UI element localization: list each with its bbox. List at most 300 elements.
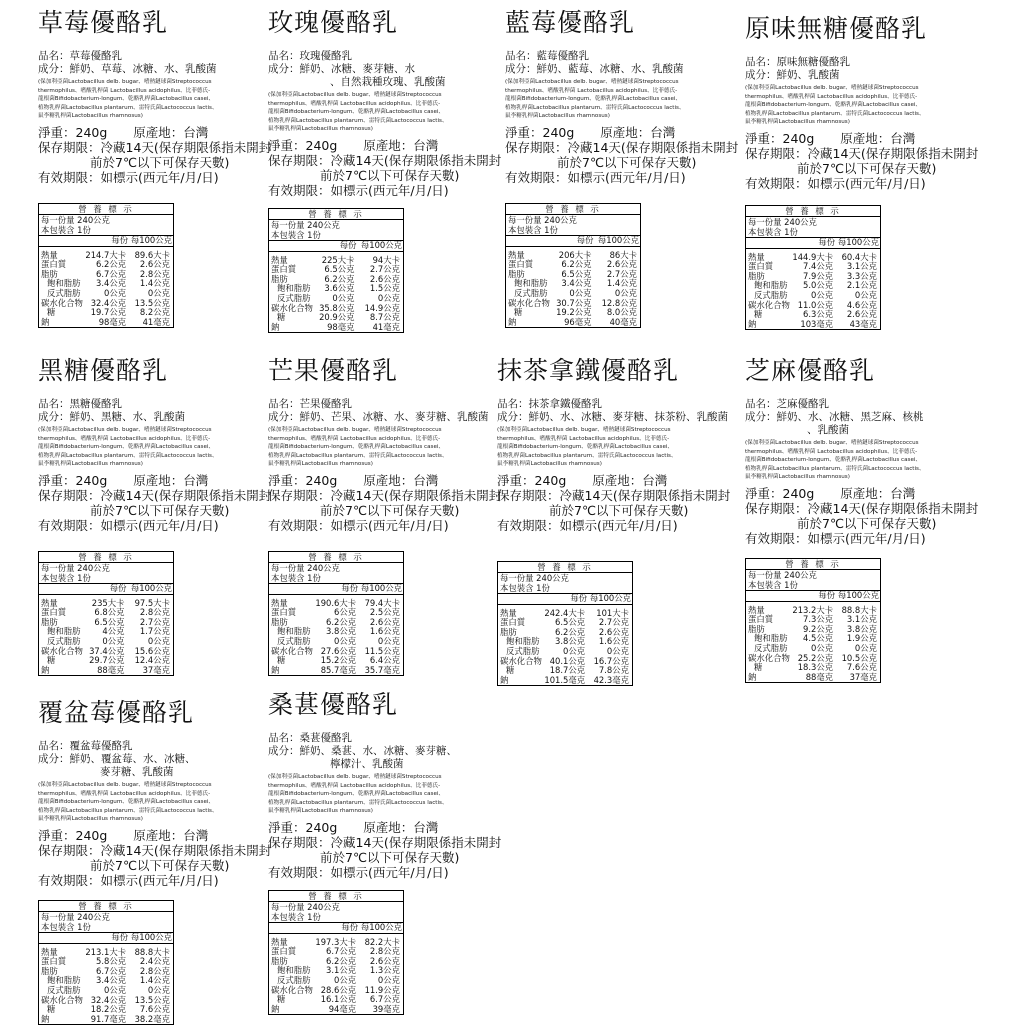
per-serving-value: 7.4公克 bbox=[803, 261, 834, 272]
serving-info bbox=[506, 215, 640, 236]
per-serving-value: 18.3公克 bbox=[797, 662, 834, 673]
per-100g-value: 11.9公克 bbox=[364, 984, 400, 995]
per-100g-value: 2.8公克 bbox=[139, 607, 170, 618]
shelf-life-line: 保存期限：冷藏14天(保存期限係指未開封 bbox=[38, 139, 272, 155]
per-serving-value: 28.6公克 bbox=[320, 984, 357, 995]
per-100g-value: 1.7公克 bbox=[139, 626, 170, 637]
culture-line: thermophilus、嗜酸乳桿菌 Lactobacillus acidophilus、比菲德氏- bbox=[38, 87, 211, 94]
serving-info bbox=[269, 220, 403, 241]
per-serving-value: 213.1大卡 bbox=[85, 946, 127, 957]
culture-line: (保加利亞菌Lactobacillus delb. bugar、嗜熱鏈球菌Streptococcus bbox=[268, 774, 442, 780]
culture-line: (保加利亞菌Lactobacillus delb. bugar、嗜熱鏈球菌Streptococcus bbox=[38, 79, 212, 85]
nutrient-label: 飽和脂肪 bbox=[506, 636, 540, 647]
col-per-100g: 每100公克 bbox=[589, 592, 631, 603]
nutrient-label: 熱量 bbox=[271, 597, 288, 608]
per-100g-value: 41毫克 bbox=[142, 316, 170, 327]
nutrient-label: 糖 bbox=[277, 312, 286, 323]
nutrition-table bbox=[268, 551, 404, 676]
nutrient-label: 蛋白質 bbox=[508, 259, 534, 270]
per-serving-value: 6.5公克 bbox=[561, 268, 592, 279]
ingredients-line: 、乳酸菌 bbox=[807, 424, 849, 436]
product-name-line: 品名：草莓優酪乳 bbox=[38, 50, 122, 62]
per-100g-value: 8.7公克 bbox=[369, 312, 400, 323]
serving-info bbox=[39, 912, 173, 933]
per-100g-value: 16.7公克 bbox=[593, 655, 629, 666]
nutrient-label: 蛋白質 bbox=[748, 614, 774, 625]
per-100g-value: 0公克 bbox=[377, 292, 400, 303]
per-serving-value: 6.2公克 bbox=[96, 259, 127, 270]
per-serving-value: 6.2公克 bbox=[326, 955, 357, 966]
nutrition-header: 營 養 標 示 bbox=[39, 901, 173, 912]
per-100g-value: 11.5公克 bbox=[364, 645, 400, 656]
culture-line: 鼠李糖乳桿菌Lactobacillus rhamnosus) bbox=[38, 816, 143, 823]
per-100g-value: 2.8公克 bbox=[139, 268, 170, 279]
nutrient-label: 碳水化合物 bbox=[271, 984, 313, 995]
shelf-life-line: 保存期限：冷藏14天(保存期限係指未開封 bbox=[268, 834, 502, 850]
nutrient-label: 反式脂肪 bbox=[277, 635, 311, 646]
nutrient-label: 飽和脂肪 bbox=[47, 975, 81, 986]
per-100g-value: 97.5大卡 bbox=[134, 597, 170, 608]
culture-line: thermophilus、嗜酸乳桿菌 Lactobacillus acidophilus、比菲德氏- bbox=[38, 435, 211, 442]
nutrition-values bbox=[269, 584, 403, 675]
product-title: 草莓優酪乳 bbox=[38, 8, 169, 37]
nutrition-row bbox=[39, 1015, 173, 1025]
per-100g-value: 2.7公克 bbox=[606, 268, 637, 279]
per-serving-value: 40.1公克 bbox=[549, 655, 586, 666]
origin: 原產地：台灣 bbox=[840, 485, 916, 501]
col-per-serving: 每份 bbox=[84, 933, 129, 943]
per-serving-value: 6.2公克 bbox=[561, 259, 592, 270]
nutrient-label: 飽和脂肪 bbox=[47, 278, 81, 289]
per-serving-value: 0公克 bbox=[569, 287, 592, 298]
nutrition-table bbox=[745, 558, 881, 683]
culture-line: 龍根菌Bifidobacterium-longum、乾酪乳桿菌Lactobacillus casei、 bbox=[268, 444, 445, 451]
origin: 原產地：台灣 bbox=[133, 472, 209, 488]
culture-line: (保加利亞菌Lactobacillus delb. bugar、嗜熱鏈球菌Streptococcus bbox=[745, 440, 919, 446]
culture-list bbox=[268, 91, 496, 134]
per-serving-value: 3.4公克 bbox=[561, 278, 592, 289]
nutrition-header: 營 養 標 示 bbox=[746, 206, 880, 217]
col-per-serving: 每份 bbox=[543, 594, 588, 604]
per-serving-value: 0公克 bbox=[811, 642, 834, 653]
nutrient-label: 碳水化合物 bbox=[500, 655, 542, 666]
per-100g-value: 88.8大卡 bbox=[841, 604, 877, 615]
col-per-100g: 每100公克 bbox=[127, 584, 173, 594]
per-serving-value: 85.7毫克 bbox=[320, 664, 357, 675]
weight-origin-line bbox=[38, 473, 266, 488]
culture-line: 龍根菌Bifidobacterium-longum、乾酪乳桿菌Lactobacillus casei、 bbox=[497, 444, 674, 451]
culture-line: 鼠李糖乳桿菌Lactobacillus rhamnosus) bbox=[745, 474, 850, 481]
nutrient-label: 蛋白質 bbox=[271, 607, 297, 618]
nutrient-label: 脂肪 bbox=[41, 268, 58, 279]
culture-line: 龍根菌Bifidobacterium-longum、乾酪乳桿菌Lactobacillus casei、 bbox=[745, 102, 922, 109]
per-100g-value: 3.8公克 bbox=[846, 623, 877, 634]
shelf-life-note: 前於7℃以下可保存天數) bbox=[557, 154, 697, 170]
per-serving-value: 32.4公克 bbox=[90, 297, 127, 308]
nutrient-label: 鈉 bbox=[748, 318, 757, 329]
nutrition-table bbox=[497, 561, 633, 686]
per-100g-value: 8.2公克 bbox=[139, 307, 170, 318]
nutrient-label: 碳水化合物 bbox=[271, 645, 313, 656]
per-serving-value: 15.2公克 bbox=[320, 655, 357, 666]
per-serving-value: 3.1公克 bbox=[326, 965, 357, 976]
servings-per-pack: 本包裝含 1份 bbox=[41, 921, 91, 932]
weight-origin-line bbox=[268, 820, 496, 835]
expiry-line: 有效期限：如標示(西元年/月/日) bbox=[268, 864, 449, 880]
nutrition-header: 營 養 標 示 bbox=[746, 559, 880, 570]
nutrition-header: 營 養 標 示 bbox=[39, 552, 173, 563]
nutrient-label: 反式脂肪 bbox=[47, 287, 81, 298]
nutrient-label: 反式脂肪 bbox=[277, 974, 311, 985]
culture-line: 鼠李糖乳桿菌Lactobacillus rhamnosus) bbox=[268, 126, 373, 133]
per-serving-value: 206大卡 bbox=[558, 249, 592, 260]
nutrition-header: 營 養 標 示 bbox=[506, 204, 640, 215]
nutrient-label: 碳水化合物 bbox=[271, 302, 313, 313]
nutrition-values bbox=[746, 591, 880, 682]
per-100g-value: 0公克 bbox=[606, 645, 629, 656]
serving-info bbox=[746, 570, 880, 591]
culture-line: (保加利亞菌Lactobacillus delb. bugar、嗜熱鏈球菌Streptococcus bbox=[38, 782, 212, 788]
per-serving-value: 6.5公克 bbox=[94, 616, 125, 627]
nutrient-label: 碳水化合物 bbox=[508, 297, 550, 308]
shelf-life-line: 保存期限：冷藏14天(保存期限係指未開封 bbox=[505, 139, 739, 155]
servings-per-pack: 本包裝含 1份 bbox=[41, 224, 91, 235]
shelf-life-line: 保存期限：冷藏14天(保存期限係指未開封 bbox=[497, 487, 731, 503]
servings-per-pack: 本包裝含 1份 bbox=[508, 224, 558, 235]
culture-line: 鼠李糖乳桿菌Lactobacillus rhamnosus) bbox=[268, 461, 373, 468]
nutrient-label: 碳水化合物 bbox=[41, 994, 83, 1005]
shelf-life-note: 前於7℃以下可保存天數) bbox=[320, 849, 460, 865]
nutrient-label: 熱量 bbox=[41, 597, 58, 608]
nutrient-label: 鈉 bbox=[508, 316, 517, 327]
shelf-life-line: 保存期限：冷藏14天(保存期限係指未開封 bbox=[745, 145, 979, 161]
per-serving-value: 3.8公克 bbox=[326, 626, 357, 637]
product-label bbox=[268, 8, 502, 333]
col-per-100g: 每100公克 bbox=[130, 234, 172, 245]
per-100g-value: 1.4公克 bbox=[139, 278, 170, 289]
nutrient-label: 鈉 bbox=[41, 1013, 50, 1024]
per-100g-value: 94大卡 bbox=[372, 254, 400, 265]
per-serving-value: 19.2公克 bbox=[556, 307, 592, 318]
product-label bbox=[38, 8, 272, 328]
serving-size: 每一份量 240公克 bbox=[271, 219, 340, 230]
per-100g-value: 0公克 bbox=[854, 642, 877, 653]
serving-info bbox=[746, 217, 880, 238]
per-serving-value: 29.7公克 bbox=[89, 655, 125, 666]
per-serving-value: 235大卡 bbox=[91, 597, 125, 608]
culture-line: 龍根菌Bifidobacterium-longum、乾酪乳桿菌Lactobacillus casei、 bbox=[505, 96, 682, 103]
per-100g-value: 41毫克 bbox=[372, 321, 400, 332]
per-100g-value: 37毫克 bbox=[142, 664, 170, 675]
origin: 原產地：台灣 bbox=[363, 472, 439, 488]
nutrient-label: 熱量 bbox=[508, 249, 525, 260]
per-100g-value: 2.5公克 bbox=[369, 607, 400, 618]
nutrient-label: 脂肪 bbox=[41, 965, 58, 976]
expiry-line: 有效期限：如標示(西元年/月/日) bbox=[38, 169, 219, 185]
per-100g-value: 0公克 bbox=[147, 287, 170, 298]
product-title: 芝麻優酪乳 bbox=[745, 356, 876, 385]
per-serving-value: 98毫克 bbox=[327, 321, 355, 332]
nutrient-label: 碳水化合物 bbox=[41, 645, 83, 656]
serving-info bbox=[498, 573, 632, 594]
per-serving-value: 7.9公克 bbox=[803, 270, 834, 281]
nutrient-label: 熱量 bbox=[748, 251, 765, 262]
nutrient-label: 反式脂肪 bbox=[277, 292, 311, 303]
shelf-life-note: 前於7℃以下可保存天數) bbox=[320, 502, 460, 518]
shelf-life-line: 保存期限：冷藏14天(保存期限係指未開封 bbox=[38, 487, 272, 503]
nutrition-values bbox=[39, 584, 173, 675]
per-100g-value: 0公克 bbox=[147, 635, 170, 646]
nutrient-label: 碳水化合物 bbox=[748, 652, 790, 663]
product-name-line: 品名：覆盆莓優酪乳 bbox=[38, 740, 133, 752]
col-per-serving: 每份 bbox=[314, 584, 359, 594]
product-title: 覆盆莓優酪乳 bbox=[38, 698, 195, 727]
per-serving-value: 4.5公克 bbox=[803, 633, 834, 644]
per-serving-value: 6公克 bbox=[334, 607, 357, 618]
per-100g-value: 2.6公克 bbox=[369, 273, 400, 284]
culture-line: thermophilus、嗜酸乳桿菌 Lactobacillus acidophilus、比菲德氏- bbox=[745, 448, 918, 455]
net-weight: 淨重：240g bbox=[38, 472, 108, 488]
per-serving-value: 6.5公克 bbox=[324, 264, 355, 275]
nutrient-label: 糖 bbox=[754, 309, 763, 320]
culture-line: 鼠李糖乳桿菌Lactobacillus rhamnosus) bbox=[745, 119, 850, 126]
per-serving-value: 7.3公克 bbox=[803, 614, 834, 625]
origin: 原產地：台灣 bbox=[592, 472, 668, 488]
col-per-100g: 每100公克 bbox=[360, 921, 402, 932]
nutrient-label: 蛋白質 bbox=[500, 617, 526, 628]
ingredients-line: 成分：鮮奶、黑糖、水、乳酸菌 bbox=[38, 411, 185, 423]
weight-origin-line bbox=[745, 486, 973, 501]
per-100g-value: 2.7公克 bbox=[139, 616, 170, 627]
per-serving-value: 0公克 bbox=[563, 645, 586, 656]
culture-list bbox=[497, 426, 725, 469]
ingredients-line: 成分：鮮奶、芒果、冰糖、水、麥芽糖、乳酸菌 bbox=[268, 411, 489, 423]
culture-line: thermophilus、嗜酸乳桿菌 Lactobacillus acidophilus、比菲德氏- bbox=[268, 100, 441, 107]
product-title: 芒果優酪乳 bbox=[268, 356, 399, 385]
per-100g-value: 2.6公克 bbox=[846, 309, 877, 320]
culture-line: thermophilus、嗜酸乳桿菌 Lactobacillus acidophilus、比菲德氏- bbox=[38, 790, 211, 797]
culture-line: 植物乳桿菌Lactobacillus plantarum、雷特氏菌Lactococcus lactis、 bbox=[745, 465, 925, 472]
per-serving-value: 18.2公克 bbox=[90, 1004, 127, 1015]
per-serving-value: 6.7公克 bbox=[326, 946, 357, 957]
per-serving-value: 3.4公克 bbox=[96, 975, 127, 986]
col-per-serving: 每份 bbox=[314, 923, 359, 933]
product-name-line: 品名：原味無糖優酪乳 bbox=[745, 56, 850, 68]
ingredients-line: 成分：鮮奶、冰糖、麥芽糖、水 bbox=[268, 63, 415, 75]
culture-line: (保加利亞菌Lactobacillus delb. bugar、嗜熱鏈球菌Streptococcus bbox=[745, 85, 919, 91]
serving-size: 每一份量 240公克 bbox=[41, 911, 110, 922]
product-name-line: 品名：抹茶拿鐵優酪乳 bbox=[497, 398, 602, 410]
expiry-line: 有效期限：如標示(西元年/月/日) bbox=[745, 175, 926, 191]
nutrition-values bbox=[498, 594, 632, 685]
per-serving-value: 197.3大卡 bbox=[315, 936, 357, 947]
nutrition-table bbox=[745, 205, 881, 330]
per-100g-value: 38.2毫克 bbox=[134, 1013, 170, 1024]
culture-line: (保加利亞菌Lactobacillus delb. bugar、嗜熱鏈球菌Streptococcus bbox=[268, 427, 442, 433]
per-100g-value: 0公克 bbox=[614, 287, 637, 298]
weight-origin-line bbox=[38, 125, 266, 140]
per-100g-value: 14.9公克 bbox=[364, 302, 400, 313]
shelf-life-note: 前於7℃以下可保存天數) bbox=[90, 502, 230, 518]
servings-per-pack: 本包裝含 1份 bbox=[271, 572, 321, 583]
nutrition-row bbox=[39, 318, 173, 328]
culture-line: thermophilus、嗜酸乳桿菌 Lactobacillus acidophilus、比菲德氏- bbox=[268, 435, 441, 442]
shelf-life-line: 保存期限：冷藏14天(保存期限係指未開封 bbox=[745, 500, 979, 516]
nutrition-values bbox=[746, 238, 880, 329]
nutrient-label: 飽和脂肪 bbox=[277, 965, 311, 976]
product-label bbox=[745, 356, 979, 683]
product-name-line: 品名：黑糖優酪乳 bbox=[38, 398, 122, 410]
culture-line: (保加利亞菌Lactobacillus delb. bugar、嗜熱鏈球菌Streptococcus bbox=[268, 92, 442, 98]
nutrient-label: 熱量 bbox=[271, 936, 288, 947]
per-100g-value: 4.6公克 bbox=[846, 299, 877, 310]
product-label bbox=[268, 690, 502, 1015]
nutrient-label: 鈉 bbox=[41, 316, 50, 327]
expiry-line: 有效期限：如標示(西元年/月/日) bbox=[38, 517, 219, 533]
nutrient-label: 飽和脂肪 bbox=[277, 283, 311, 294]
per-serving-value: 6.5公克 bbox=[555, 617, 586, 628]
nutrient-label: 反式脂肪 bbox=[47, 984, 81, 995]
nutrient-label: 飽和脂肪 bbox=[754, 280, 788, 291]
product-title: 抹茶拿鐵優酪乳 bbox=[497, 356, 680, 385]
nutrition-header: 營 養 標 示 bbox=[269, 891, 403, 902]
col-per-100g: 每100公克 bbox=[594, 236, 640, 246]
culture-list bbox=[38, 781, 266, 824]
per-100g-value: 7.6公克 bbox=[846, 662, 877, 673]
per-100g-value: 6.7公克 bbox=[369, 994, 400, 1005]
nutrition-row bbox=[498, 676, 632, 686]
per-100g-value: 60.4大卡 bbox=[841, 251, 877, 262]
shelf-life-note: 前於7℃以下可保存天數) bbox=[320, 167, 460, 183]
per-100g-value: 12.8公克 bbox=[601, 297, 637, 308]
per-serving-value: 144.9大卡 bbox=[792, 251, 834, 262]
per-serving-value: 6.2公克 bbox=[324, 273, 355, 284]
nutrition-row bbox=[746, 320, 880, 330]
per-serving-value: 0公克 bbox=[334, 635, 357, 646]
servings-per-pack: 本包裝含 1份 bbox=[41, 572, 91, 583]
col-per-serving: 每份 bbox=[314, 241, 358, 251]
nutrient-label: 蛋白質 bbox=[41, 607, 67, 618]
ingredients-line: 檸檬汁、乳酸菌 bbox=[330, 758, 404, 770]
per-serving-value: 101.5毫克 bbox=[544, 674, 586, 685]
servings-per-pack: 本包裝含 1份 bbox=[271, 229, 321, 240]
serving-size: 每一份量 240公克 bbox=[500, 572, 569, 583]
shelf-life-note: 前於7℃以下可保存天數) bbox=[797, 515, 937, 531]
nutrient-label: 碳水化合物 bbox=[748, 299, 790, 310]
expiry-line: 有效期限：如標示(西元年/月/日) bbox=[268, 182, 449, 198]
nutrition-values bbox=[269, 241, 403, 332]
origin: 原產地：台灣 bbox=[600, 124, 676, 140]
expiry-line: 有效期限：如標示(西元年/月/日) bbox=[38, 872, 219, 888]
per-serving-value: 225大卡 bbox=[321, 254, 355, 265]
per-100g-value: 2.8公克 bbox=[369, 946, 400, 957]
culture-list bbox=[38, 78, 266, 121]
nutrition-row bbox=[39, 666, 173, 676]
culture-line: 龍根菌Bifidobacterium-longum、乾酪乳桿菌Lactobacillus casei、 bbox=[268, 791, 445, 798]
per-serving-value: 25.2公克 bbox=[797, 652, 834, 663]
shelf-life-note: 前於7℃以下可保存天數) bbox=[549, 502, 689, 518]
per-100g-value: 42.3毫克 bbox=[593, 674, 629, 685]
product-name-line: 品名：芝麻優酪乳 bbox=[745, 398, 829, 410]
nutrient-label: 脂肪 bbox=[41, 616, 58, 627]
culture-line: 鼠李糖乳桿菌Lactobacillus rhamnosus) bbox=[38, 113, 143, 120]
per-serving-value: 0公克 bbox=[104, 984, 127, 995]
nutrient-label: 熱量 bbox=[41, 946, 58, 957]
shelf-life-note: 前於7℃以下可保存天數) bbox=[90, 857, 230, 873]
expiry-line: 有效期限：如標示(西元年/月/日) bbox=[505, 169, 686, 185]
per-serving-value: 9.2公克 bbox=[803, 623, 834, 634]
nutrient-label: 熱量 bbox=[271, 254, 288, 265]
nutrient-label: 飽和脂肪 bbox=[277, 626, 311, 637]
per-100g-value: 15.6公克 bbox=[134, 645, 170, 656]
nutrition-table bbox=[268, 208, 404, 333]
ingredients-line: 成分：鮮奶、水、冰糖、黑芝麻、核桃 bbox=[745, 411, 924, 423]
culture-line: (保加利亞菌Lactobacillus delb. bugar、嗜熱鏈球菌Streptococcus bbox=[38, 427, 212, 433]
expiry-line: 有效期限：如標示(西元年/月/日) bbox=[497, 517, 678, 533]
culture-line: 龍根菌Bifidobacterium-longum、乾酪乳桿菌Lactobacillus casei、 bbox=[38, 96, 215, 103]
nutrient-label: 反式脂肪 bbox=[754, 642, 788, 653]
nutrient-label: 脂肪 bbox=[271, 955, 288, 966]
ingredients-line: 成分：鮮奶、桑葚、水、冰糖、麥芽糖、 bbox=[268, 745, 457, 757]
nutrient-label: 脂肪 bbox=[500, 626, 517, 637]
culture-line: 龍根菌Bifidobacterium-longum、乾酪乳桿菌Lactobacillus casei、 bbox=[268, 109, 445, 116]
ingredients-line: 成分：鮮奶、水、冰糖、麥芽糖、抹茶粉、乳酸菌 bbox=[497, 411, 728, 423]
per-serving-value: 30.7公克 bbox=[556, 297, 592, 308]
serving-info bbox=[269, 563, 403, 584]
nutrient-label: 鈉 bbox=[748, 671, 757, 682]
nutrition-row bbox=[269, 323, 403, 333]
product-label bbox=[745, 14, 979, 330]
nutrient-label: 蛋白質 bbox=[271, 264, 297, 275]
culture-line: 植物乳桿菌Lactobacillus plantarum、雷特氏菌Lactococcus lactis、 bbox=[38, 807, 218, 814]
serving-size: 每一份量 240公克 bbox=[508, 214, 577, 225]
per-100g-value: 39毫克 bbox=[372, 1003, 400, 1014]
nutrition-header: 營 養 標 示 bbox=[39, 204, 173, 215]
ingredients-line: 成分：鮮奶、草莓、冰糖、水、乳酸菌 bbox=[38, 63, 217, 75]
ingredients-line: 成分：鮮奶、藍莓、冰糖、水、乳酸菌 bbox=[505, 63, 684, 75]
net-weight: 淨重：240g bbox=[745, 130, 815, 146]
shelf-life-line: 保存期限：冷藏14天(保存期限係指未開封 bbox=[268, 152, 502, 168]
nutrient-label: 脂肪 bbox=[748, 270, 765, 281]
culture-list bbox=[268, 773, 496, 816]
product-label bbox=[38, 356, 272, 676]
culture-line: 鼠李糖乳桿菌Lactobacillus rhamnosus) bbox=[497, 461, 602, 468]
per-serving-value: 5.8公克 bbox=[96, 956, 127, 967]
per-serving-value: 0公克 bbox=[332, 292, 355, 303]
per-serving-value: 3.4公克 bbox=[96, 278, 127, 289]
culture-line: 植物乳桿菌Lactobacillus plantarum、雷特氏菌Lactococcus lactis、 bbox=[497, 452, 677, 459]
nutrient-label: 鈉 bbox=[41, 664, 50, 675]
per-serving-value: 0公克 bbox=[811, 289, 834, 300]
serving-size: 每一份量 240公克 bbox=[41, 214, 110, 225]
product-name-line: 品名：玫瑰優酪乳 bbox=[268, 50, 352, 62]
nutrition-row bbox=[269, 666, 403, 676]
nutrient-label: 蛋白質 bbox=[271, 946, 297, 957]
per-100g-value: 86大卡 bbox=[609, 249, 637, 260]
per-100g-value: 7.6公克 bbox=[139, 1004, 170, 1015]
nutrient-label: 糖 bbox=[277, 655, 286, 666]
nutrition-table bbox=[38, 551, 174, 676]
nutrient-label: 糖 bbox=[506, 665, 515, 676]
origin: 原產地：台灣 bbox=[133, 124, 209, 140]
per-100g-value: 40毫克 bbox=[609, 316, 637, 327]
servings-per-pack: 本包裝含 1份 bbox=[271, 911, 321, 922]
culture-line: thermophilus、嗜酸乳桿菌 Lactobacillus acidophilus、比菲德氏- bbox=[505, 87, 678, 94]
per-serving-value: 98毫克 bbox=[98, 316, 127, 327]
per-100g-value: 2.6公克 bbox=[369, 955, 400, 966]
origin: 原產地：台灣 bbox=[840, 130, 916, 146]
nutrient-label: 熱量 bbox=[500, 607, 517, 618]
